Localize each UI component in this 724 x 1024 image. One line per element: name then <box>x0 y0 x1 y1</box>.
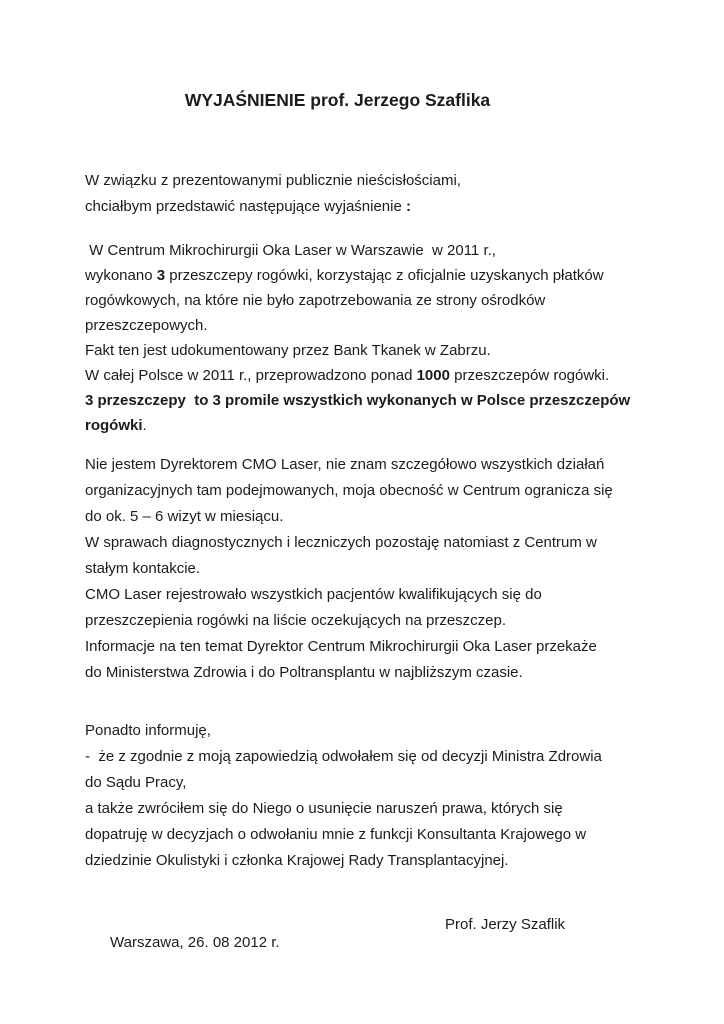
transplants-line-1: W Centrum Mikrochirurgii Oka Laser w Warszawie w 2011 r., <box>85 242 496 259</box>
intro-line-2 <box>85 194 640 220</box>
appeal-line-5: dopatruję w decyzjach o odwołaniu mnie z funkcji Konsultanta Krajowego w <box>85 826 587 843</box>
text-run: chciałbym przedstawić następujące wyjaśnienie <box>85 198 406 215</box>
transplants-line-5: Fakt ten jest udokumentowany przez Bank Tkanek w Zabrzu. <box>85 342 491 359</box>
text-run: przeszczepów rogówki. <box>449 367 610 384</box>
transplants-line-3: rogówkowych, na które nie było zapotrzebowania ze strony ośrodków <box>85 292 546 309</box>
intro-line-1: W związku z prezentowanymi publicznie nieścisłościami, <box>85 172 461 189</box>
role-line-5: stałym kontakcie. <box>85 560 201 577</box>
paragraph-appeal <box>85 718 640 874</box>
role-line-4: W sprawach diagnostycznych i leczniczych pozostaję natomiast z Centrum w <box>85 534 597 551</box>
appeal-line-6: dziedzinie Okulistyki i członka Krajowej Rady Transplantacyjnej. <box>85 852 509 869</box>
footer-place-date: Warszawa, 26. 08 2012 r. <box>110 934 280 951</box>
text-run-bold: 3 <box>156 267 166 284</box>
text-run: W całej Polsce w 2011 r., przeprowadzono ponad <box>85 367 417 384</box>
role-line-8: Informacje na ten temat Dyrektor Centrum Mikrochirurgii Oka Laser przekaże <box>85 638 597 655</box>
paragraph-transplants <box>85 238 640 438</box>
document-footer <box>85 916 640 951</box>
transplants-line-2 <box>85 263 640 288</box>
text-run-bold: rogówki <box>85 417 143 434</box>
text-run: przeszczepy rogówki, korzystając z oficjalnie uzyskanych płatków <box>165 267 604 284</box>
role-line-7: przeszczepienia rogówki na liście oczekujących na przeszczep. <box>85 612 507 629</box>
text-run-bold: 1000 <box>416 367 450 384</box>
footer-signature: Prof. Jerzy Szaflik <box>445 916 566 933</box>
paragraph-intro <box>85 168 640 220</box>
role-line-6: CMO Laser rejestrowało wszystkich pacjentów kwalifikujących się do <box>85 586 542 603</box>
text-run: wykonano <box>85 267 157 284</box>
role-line-3: do ok. 5 – 6 wizyt w miesiącu. <box>85 508 284 525</box>
document-title: WYJAŚNIENIE prof. Jerzego Szaflika <box>184 90 491 110</box>
appeal-line-4: a także zwróciłem się do Niego o usunięcie naruszeń prawa, których się <box>85 800 563 817</box>
transplants-line-8 <box>85 413 640 438</box>
transplants-line-6 <box>85 363 640 388</box>
appeal-line-1: Ponadto informuję, <box>85 722 211 739</box>
appeal-line-2: - że z zgodnie z moją zapowiedzią odwołałem się od decyzji Ministra Zdrowia <box>85 748 602 765</box>
role-line-1: Nie jestem Dyrektorem CMO Laser, nie znam szczegółowo wszystkich działań <box>85 456 605 473</box>
paragraph-role <box>85 452 640 686</box>
appeal-line-3: do Sądu Pracy, <box>85 774 187 791</box>
text-run: . <box>142 417 147 434</box>
role-line-9: do Ministerstwa Zdrowia i do Poltransplantu w najbliższym czasie. <box>85 664 523 681</box>
transplants-line-4: przeszczepowych. <box>85 317 208 334</box>
document-content <box>0 88 724 951</box>
role-line-2: organizacyjnych tam podejmowanych, moja obecność w Centrum ogranicza się <box>85 482 613 499</box>
text-run-bold: : <box>406 198 411 215</box>
transplants-line-7: 3 przeszczepy to 3 promile wszystkich wykonanych w Polsce przeszczepów <box>85 392 631 409</box>
